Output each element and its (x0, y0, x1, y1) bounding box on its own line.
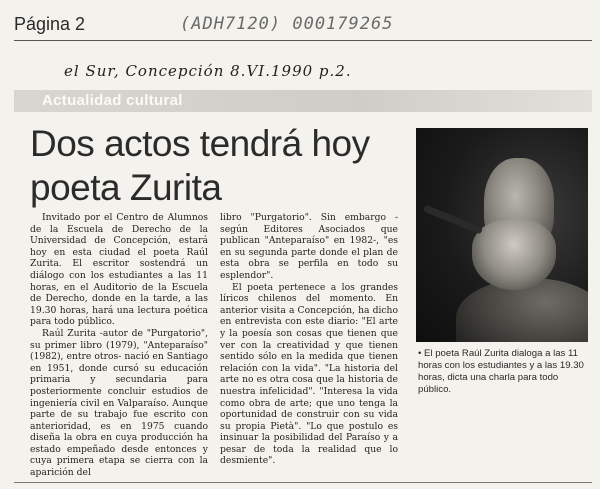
photo-beard (472, 220, 556, 290)
paragraph: Invitado por el Centro de Alumnos de la Escuela de Derecho de la Universidad de Concepción, estará hoy en esta ciudad el poeta Raúl Zurita. El escritor sostendrá un diálogo con los estudiantes a las 11 horas, en el Auditorio de la Escuela de Derecho, donde en la tarde, a las 19.30 horas, hará una lectura poética para todo público. (30, 212, 208, 328)
article-column-2 (220, 212, 398, 467)
article-column-1 (30, 212, 208, 479)
microphone-icon (423, 205, 483, 235)
page-number: Página 2 (14, 14, 86, 34)
paragraph: El poeta pertenece a los grandes líricos chilenos del momento. En anterior visita a Concepción, ha dicho en entrevista con este diario: "El arte y la poesía son cosas que tienen que ver con la creatividad y que tienen sentido sólo en la medida que tienen relación con la vida". "La historia del arte no es otra cosa que la historia de nuestra infelicidad". "Interesa la vida como obra de arte; que uno tenga la oportunidad de construir con su vida su propia Pietà". "Lo que postulo es insinuar la posibilidad del Paraíso y a pesar de toda la realidad que lo desmiente". (220, 281, 398, 467)
section-label: Actualidad cultural (42, 92, 183, 109)
poet-photo (416, 128, 588, 342)
source-note: el Sur, Concepción 8.VI.1990 p.2. (64, 62, 352, 80)
photo-caption: • El poeta Raúl Zurita dialoga a las 11 horas con los estudiantes y a las 19.30 horas, dicta una charla para todo público. (418, 348, 584, 395)
paragraph: libro "Purgatorio". Sin embargo -según Editores Asociados que publican "Anteparaíso" en 1982-, "es en su segunda parte donde el plan de esta obra se perfila en todo su esplendor". (220, 212, 398, 281)
paragraph: Raúl Zurita -autor de "Purgatorio", su primer libro (1979), "Anteparaíso" (1982), entre otros- nació en Santiago en 1951, donde cursó su educación primaria y secundaria para posteriormente concluir estudios de ingeniería civil en Valparaíso. Aunque parte de su trabajo fue escrito con anterioridad, es en 1975 cuando diseña la obra en cuya producción ha estado empeñado desde entonces y cuya primera etapa se cierra con la aparición del (30, 327, 208, 479)
archive-code: (ADH7120) 000179265 (180, 14, 394, 34)
header-rule (14, 40, 592, 41)
article-headline: Dos actos tendrá hoy poeta Zurita (30, 123, 370, 208)
bottom-rule (14, 482, 592, 483)
